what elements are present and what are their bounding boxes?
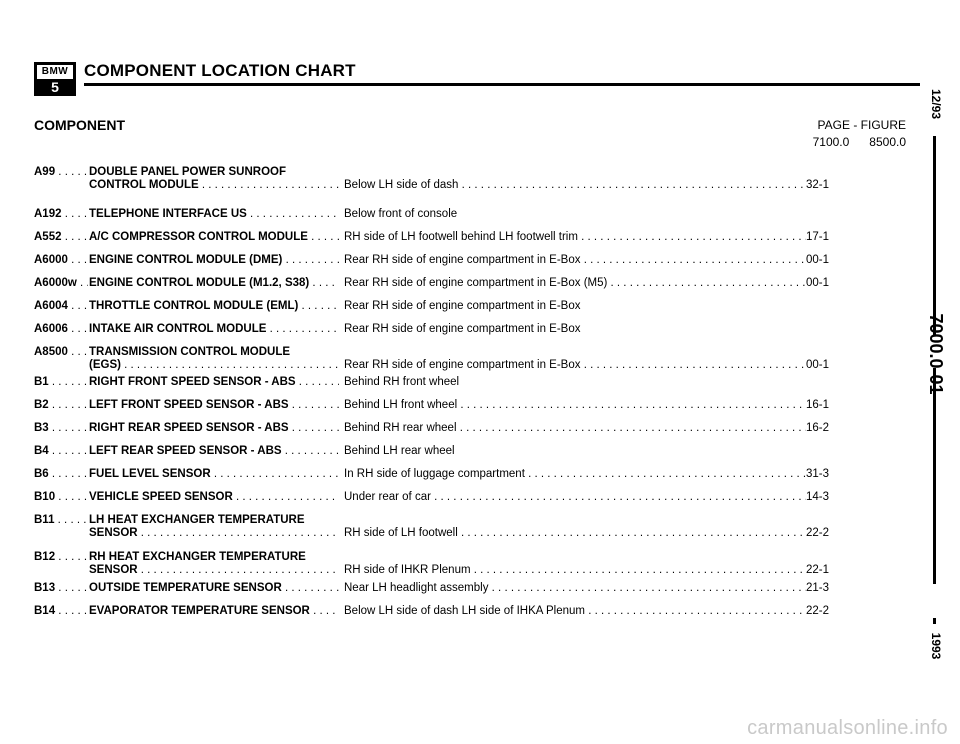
component-code: A6006 . . . bbox=[34, 322, 88, 336]
component-name: A/C COMPRESSOR CONTROL MODULE . . . bbox=[89, 230, 339, 244]
component-name: TELEPHONE INTERFACE US . . . bbox=[89, 207, 339, 221]
side-page-reference: 7000.0-01 bbox=[926, 313, 946, 395]
component-name: EVAPORATOR TEMPERATURE SENSOR . . . bbox=[89, 604, 339, 618]
component-location: Behind RH rear wheel . . . bbox=[344, 421, 806, 435]
component-name: ENGINE CONTROL MODULE (DME) . . . bbox=[89, 253, 339, 267]
side-date: 12/93 bbox=[929, 88, 943, 120]
component-location: In RH side of luggage compartment . . . bbox=[344, 467, 806, 481]
figure-reference: 22-2 bbox=[806, 605, 830, 617]
component-name: TRANSMISSION CONTROL MODULE bbox=[89, 346, 291, 358]
component-code: B12 . . . bbox=[34, 550, 88, 564]
figure-reference: 22-1 bbox=[806, 564, 830, 576]
component-location: Rear RH side of engine compartment in E-Box bbox=[344, 300, 581, 312]
component-location: Under rear of car . . . bbox=[344, 490, 806, 504]
component-location: Below front of console bbox=[344, 208, 458, 220]
component-name: RIGHT FRONT SPEED SENSOR - ABS . . . bbox=[89, 375, 339, 389]
component-code: B11 . . . bbox=[34, 513, 88, 527]
component-location: RH side of IHKR Plenum . . . bbox=[344, 563, 806, 577]
component-code: A192 . . . bbox=[34, 207, 88, 221]
figure-reference: 00-1 bbox=[806, 277, 830, 289]
title-rule bbox=[84, 83, 920, 86]
component-code: B1 . . . bbox=[34, 375, 88, 389]
component-name: SENSOR . . . bbox=[89, 526, 339, 540]
watermark: carmanualsonline.info bbox=[747, 717, 948, 739]
component-code: B3 . . . bbox=[34, 421, 88, 435]
figure-reference: 32-1 bbox=[806, 179, 830, 191]
component-code: A6004 . . . bbox=[34, 299, 88, 313]
figure-reference: 00-1 bbox=[806, 254, 830, 266]
component-location: Behind RH front wheel bbox=[344, 376, 460, 388]
figure-reference: 00-1 bbox=[806, 359, 830, 371]
figure-reference: 16-1 bbox=[806, 399, 830, 411]
component-code: A6000 . . . bbox=[34, 253, 88, 267]
component-name: CONTROL MODULE . . . bbox=[89, 178, 339, 192]
figure-reference: 16-2 bbox=[806, 422, 830, 434]
component-location: Near LH headlight assembly . . . bbox=[344, 581, 806, 595]
component-name: DOUBLE PANEL POWER SUNROOF bbox=[89, 166, 286, 178]
component-code: A6000w . . . bbox=[34, 276, 88, 290]
component-name: RIGHT REAR SPEED SENSOR - ABS . . . bbox=[89, 421, 339, 435]
component-location: Behind LH rear wheel bbox=[344, 445, 455, 457]
component-location: RH side of LH footwell . . . bbox=[344, 526, 806, 540]
logo-bmw-text: BMW bbox=[37, 65, 73, 81]
component-location: RH side of LH footwell behind LH footwell trim . . . bbox=[344, 230, 806, 244]
component-code: B6 . . . bbox=[34, 467, 88, 481]
component-location: Below LH side of dash LH side of IHKA Plenum . . . bbox=[344, 604, 806, 618]
figure-reference: 31-3 bbox=[806, 468, 830, 480]
figure-reference: 17-1 bbox=[806, 231, 830, 243]
component-name: FUEL LEVEL SENSOR . . . bbox=[89, 467, 339, 481]
component-code: A8500 . . . bbox=[34, 345, 88, 359]
figure-reference: 21-3 bbox=[806, 582, 830, 594]
component-name: INTAKE AIR CONTROL MODULE . . . bbox=[89, 322, 339, 336]
component-location: Rear RH side of engine compartment in E-Box . . . bbox=[344, 253, 806, 267]
component-column-heading: COMPONENT bbox=[34, 117, 125, 133]
component-code: B13 . . . bbox=[34, 581, 88, 595]
component-name: (EGS) . . . bbox=[89, 358, 339, 372]
component-name: LEFT FRONT SPEED SENSOR - ABS . . . bbox=[89, 398, 339, 412]
component-name: VEHICLE SPEED SENSOR . . . bbox=[89, 490, 339, 504]
component-location: Rear RH side of engine compartment in E-Box (M5) . . . bbox=[344, 276, 806, 290]
component-location: Below LH side of dash . . . bbox=[344, 178, 806, 192]
component-name: SENSOR . . . bbox=[89, 563, 339, 577]
figure-number: 8500.0 bbox=[869, 135, 906, 149]
component-name: ENGINE CONTROL MODULE (M1.2, S38) . . . bbox=[89, 276, 339, 290]
logo-series-number: 5 bbox=[37, 80, 73, 93]
document-title: COMPONENT LOCATION CHART bbox=[84, 61, 356, 80]
component-code: B10 . . . bbox=[34, 490, 88, 504]
page-figure-heading bbox=[813, 117, 906, 151]
component-location: Rear RH side of engine compartment in E-Box . . . bbox=[344, 358, 806, 372]
component-name: RH HEAT EXCHANGER TEMPERATURE bbox=[89, 551, 306, 563]
component-name: THROTTLE CONTROL MODULE (EML) . . . bbox=[89, 299, 339, 313]
page-figure-label: PAGE - FIGURE bbox=[817, 118, 906, 132]
figure-reference: 14-3 bbox=[806, 491, 830, 503]
component-location: Rear RH side of engine compartment in E-Box bbox=[344, 323, 581, 335]
component-code: B14 . . . bbox=[34, 604, 88, 618]
component-code: A99 . . . bbox=[34, 165, 88, 179]
component-name: OUTSIDE TEMPERATURE SENSOR . . . bbox=[89, 581, 339, 595]
page-number: 7100.0 bbox=[812, 135, 850, 149]
side-year: 1993 bbox=[929, 632, 943, 660]
component-code: A552 . . . bbox=[34, 230, 88, 244]
component-code: B2 . . . bbox=[34, 398, 88, 412]
bmw-5-series-logo bbox=[34, 62, 76, 96]
figure-reference: 22-2 bbox=[806, 527, 830, 539]
component-location: Behind LH front wheel . . . bbox=[344, 398, 806, 412]
component-name: LEFT REAR SPEED SENSOR - ABS . . . bbox=[89, 444, 339, 458]
component-code: B4 . . . bbox=[34, 444, 88, 458]
component-name: LH HEAT EXCHANGER TEMPERATURE bbox=[89, 514, 305, 526]
